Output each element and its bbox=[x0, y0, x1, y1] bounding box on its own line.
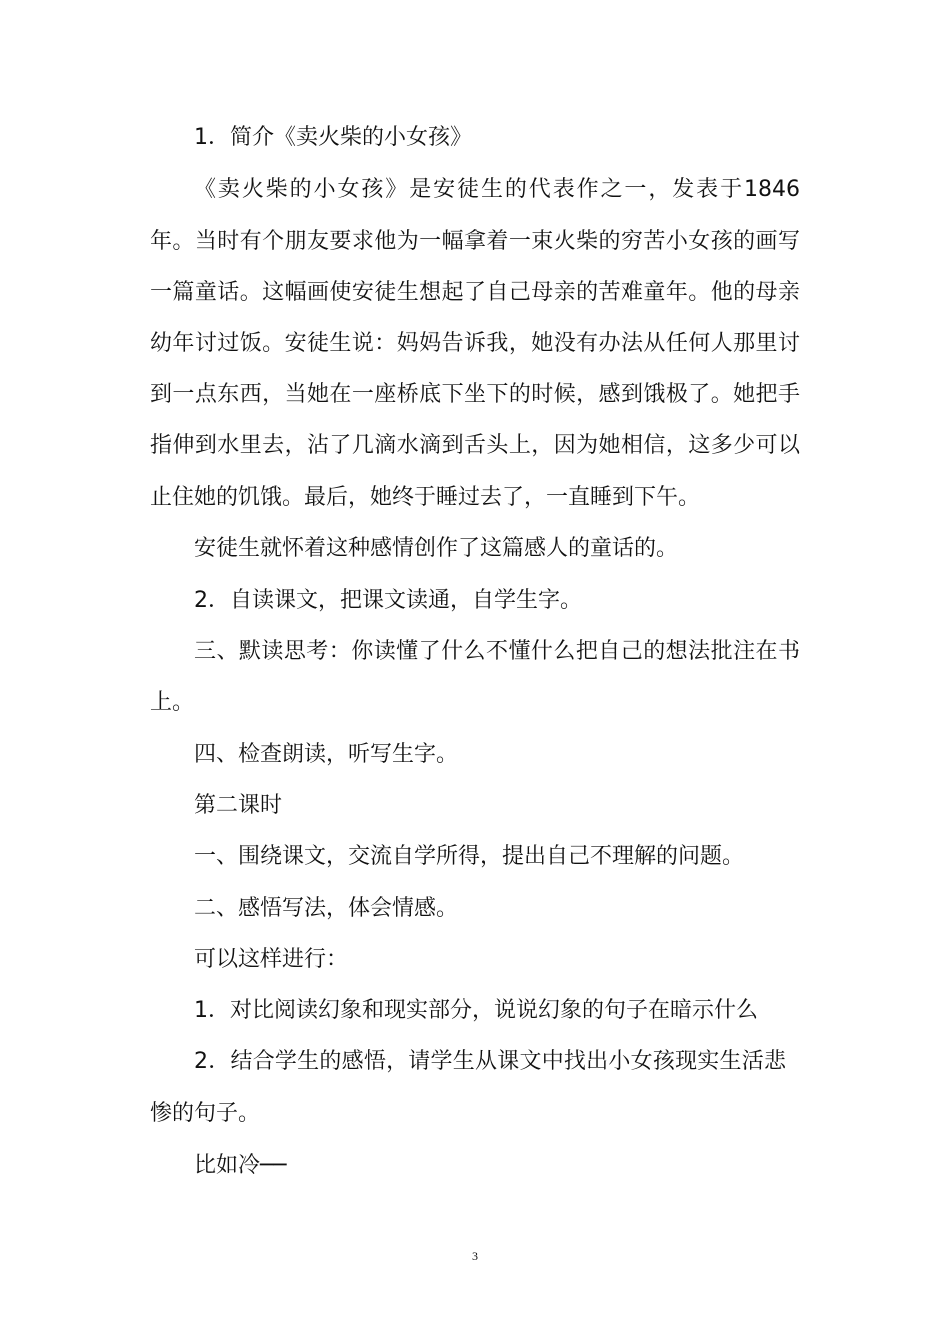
text-line: 可以这样进行： bbox=[194, 947, 349, 972]
text-line: 2．结合学生的感悟，请学生从课文中找出小女孩现实生活悲 bbox=[194, 1049, 786, 1074]
section-heading: 第二课时 bbox=[194, 793, 283, 818]
text-line: 1．对比阅读幻象和现实部分，说说幻象的句子在暗示什么 bbox=[194, 998, 758, 1023]
text-line: 三、默读思考：你读懂了什么不懂什么把自己的想法批注在书 bbox=[194, 639, 800, 664]
text-line: 到一点东西，当她在一座桥底下坐下的时候，感到饿极了。她把手 bbox=[150, 382, 800, 407]
text-line: 年。当时有个朋友要求他为一幅拿着一束火柴的穷苦小女孩的画写 bbox=[150, 229, 800, 254]
text-line: 比如冷── bbox=[194, 1153, 287, 1178]
text-line: 四、检查朗读，听写生字。 bbox=[194, 742, 459, 767]
text-line: 《卖火柴的小女孩》是安徒生的代表作之一，发表于1846 bbox=[194, 177, 800, 202]
text-line: 止住她的饥饿。最后，她终于睡过去了，一直睡到下午。 bbox=[150, 485, 701, 510]
text-line: 幼年讨过饭。安徒生说：妈妈告诉我，她没有办法从任何人那里讨 bbox=[150, 331, 800, 356]
text-line: 指伸到水里去，沾了几滴水滴到舌头上，因为她相信，这多少可以 bbox=[150, 433, 800, 458]
text-line: 一篇童话。这幅画使安徒生想起了自己母亲的苦难童年。他的母亲 bbox=[150, 280, 800, 305]
text-line: 惨的句子。 bbox=[150, 1101, 261, 1126]
text-line: 1．简介《卖火柴的小女孩》 bbox=[194, 125, 472, 150]
text-line: 2．自读课文，把课文读通，自学生字。 bbox=[194, 588, 582, 613]
page-number: 3 bbox=[472, 1249, 478, 1263]
text-line: 二、感悟写法，体会情感。 bbox=[194, 896, 459, 921]
text-line: 安徒生就怀着这种感情创作了这篇感人的童话的。 bbox=[194, 536, 679, 561]
text-line: 上。 bbox=[150, 690, 195, 715]
text-line: 一、围绕课文，交流自学所得，提出自己不理解的问题。 bbox=[194, 844, 745, 869]
